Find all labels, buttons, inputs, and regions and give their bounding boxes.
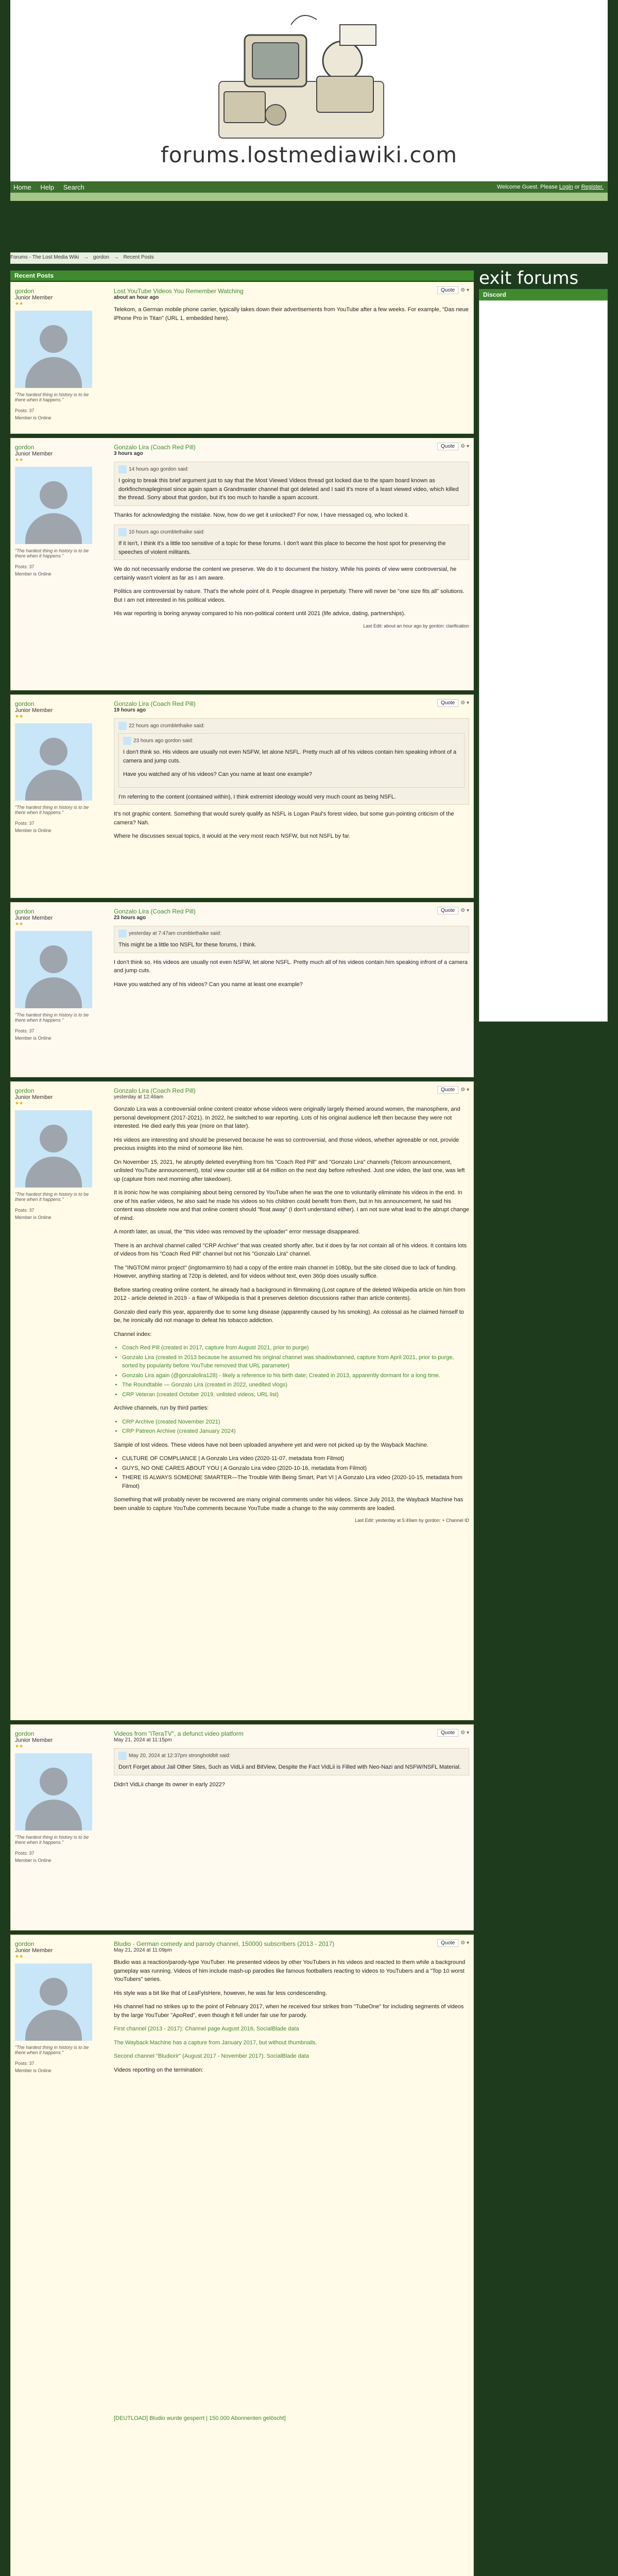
author-username[interactable]: gordon <box>15 1730 35 1737</box>
post-title[interactable]: Gonzalo Lira (Coach Red Pill) <box>114 700 196 707</box>
post <box>10 1081 474 1720</box>
author-rank: Junior Member <box>15 1947 53 1954</box>
gear-icon[interactable]: ⚙ ▾ <box>460 444 469 449</box>
list-item[interactable]: • Coach Red Pill (created in 2017, capture from August 2021, prior to purge) <box>122 1344 469 1352</box>
nav-search-link[interactable]: Search <box>63 183 84 191</box>
author-signature: "The hardest thing in history is to be there when it happens." <box>15 2045 89 2055</box>
rank-stars: ★★ <box>15 714 24 719</box>
post-title[interactable]: Gonzalo Lira (Coach Red Pill) <box>114 1087 196 1094</box>
list-item[interactable]: • Gonzalo Lira again (@gonzalolira128) - likely a reference to his birth date; Created in 2013, apparently dormant for a long time. <box>122 1371 469 1380</box>
avatar <box>15 931 92 1008</box>
quote-block <box>114 462 469 506</box>
quote-text: If it isn't, I think it's a little too sensitive of a topic for these forums. I don't want this place to become the host spot for preserving the speeches of violent militants. <box>118 540 446 555</box>
channel-list <box>122 1344 469 1399</box>
post-body <box>114 1087 469 1523</box>
quote-text: Have you watched any of his videos? Can you name at least one example? <box>123 771 312 777</box>
breadcrumb-separator: → <box>113 255 119 260</box>
author-signature: "The hardest thing in history is to be there when it happens." <box>15 1835 89 1845</box>
quote-block <box>114 718 469 805</box>
sample-heading: Sample of lost videos. These videos have not been uploaded anywhere yet and were not picked up by the Wayback Machine. <box>114 1442 428 1448</box>
author-rank: Junior Member <box>15 1737 53 1743</box>
post <box>10 694 474 898</box>
rank-stars: ★★ <box>15 1954 24 1959</box>
author-post-count: Posts: 37 <box>15 1208 35 1213</box>
site-header <box>10 0 608 181</box>
gear-icon[interactable]: ⚙ ▾ <box>460 908 469 913</box>
quote-block <box>114 1748 469 1775</box>
channel-index-heading: Channel index: <box>114 1331 152 1337</box>
avatar <box>15 1753 92 1831</box>
quote-header[interactable]: 22 hours ago crumblethaike said: <box>129 723 205 729</box>
list-item[interactable]: • Gonzalo Lira (created in 2013 because he assumed his original channel was shadowbanned, capture from April 2021, prior to purge, sorted by popularity before YouTube removed that URL parameter) <box>122 1353 469 1370</box>
gear-icon[interactable]: ⚙ ▾ <box>460 1940 469 1946</box>
post-paragraph: On November 15, 2021, he abruptly deleted everything from his "Coach Red Pill" and "Gonzalo Lira" channels (Telcom announcement, unlisted YouTube announcement), total view counter still at 64 million on the next day before refreshed. Just one video, the last one, was left up (capture from next morning after takedown). <box>114 1159 465 1182</box>
quote-text: I going to break this brief argument just to say that the Most Viewed Videos thread got locked due to the spam board known as dorkfinchmapleginsel since again spam a Grandmaster channel that got deleted and I said it's more of a least viewed video, which killed the thread. Sorry about that gordon, but it's too much to handle a spam account. <box>118 478 459 501</box>
post <box>10 282 474 434</box>
embedded-video-title[interactable]: [DEUTLOAD] Bludio wurde gesperrt | 150.000 Abonnenten gelöscht] <box>114 2415 286 2421</box>
post-paragraph: Gonzalo died early this year, apparently due to some lung disease (apparently caused by his smoking). As colossal as he claimed himself to be, he ironically did not manage to defeat his tobacco addiction. <box>114 1309 464 1324</box>
author-username[interactable]: gordon <box>15 908 35 915</box>
edit-note: Last Edit: yesterday at 5:49am by gordon: + Channel ID <box>355 1518 469 1523</box>
list-item: • CULTURE OF COMPLIANCE | A Gonzalo Lira video (2020-11-07, metadata from Filmot) <box>122 1454 469 1463</box>
rank-stars: ★★ <box>15 457 24 462</box>
quote-header[interactable]: 10 hours ago crumblethaike said: <box>129 529 205 535</box>
post-paragraph: There is an archival channel called "CRP Archive" that was created shortly after, but it does by far not contain all of his videos. It contains lots of videos from his "Coach Red Pill" channel but not his "Gonzalo Lira" channel. <box>114 1242 467 1257</box>
list-item: • GUYS, NO ONE CARES ABOUT YOU | A Gonzalo Lira video (2020-10-16, metadata from Filmot) <box>122 1464 469 1473</box>
post-title[interactable]: Videos from "iTeraTV", a defunct video platform <box>114 1730 244 1737</box>
author-post-count: Posts: 37 <box>15 1028 35 1033</box>
post-body <box>114 908 469 994</box>
post-paragraph: Politics are controversial by nature. That's the whole point of it. People disagree in perpetuity. There will never be "one size fits all" solutions. But I am not interested in his political videos. <box>114 588 465 603</box>
post-paragraph: I don't think so. His videos are usually not even NSFW, let alone NSFL. Pretty much all of his videos contain him speaking infront of a camera and jump cuts. <box>114 959 468 974</box>
author-post-count: Posts: 37 <box>15 564 35 569</box>
author-username[interactable]: gordon <box>15 287 35 295</box>
quote-header[interactable]: yesterday at 7:47am crumblethaike said: <box>129 930 221 937</box>
post-title[interactable]: Bludio - German comedy and parody channel, 150000 subscribers (2013 - 2017) <box>114 1940 335 1947</box>
quote-button[interactable]: Quote <box>437 907 458 914</box>
author-post-count: Posts: 37 <box>15 821 35 826</box>
quote-button[interactable]: Quote <box>437 1086 458 1094</box>
post-date: yesterday at 12:46am <box>114 1094 164 1100</box>
post-paragraph: It's not graphic content. Something that would surely qualify as NSFL is Logan Paul's forest video, but some gun-pointing criticism of the camera? Nah. <box>114 811 454 826</box>
post-author <box>15 1730 108 1864</box>
author-username[interactable]: gordon <box>15 444 35 451</box>
author-signature: "The hardest thing in history is to be there when it happens." <box>15 548 89 558</box>
nav-home-link[interactable]: Home <box>13 183 31 191</box>
post-author <box>15 287 108 421</box>
author-rank: Junior Member <box>15 451 53 457</box>
post-paragraph: Gonzalo Lira was a controversial online content creator whose videos were originally largely themed around women, the manosphere, and personal development (2017-2021). In 2022, he switched to war reporting. Lots of his original audience left then because they were not interested. He died early this year (more on that later). <box>114 1106 460 1129</box>
rank-stars: ★★ <box>15 921 24 926</box>
author-signature: "The hardest thing in history is to be there when it happens." <box>15 1192 89 1202</box>
quote-button[interactable]: Quote <box>437 1729 458 1737</box>
rank-stars: ★★ <box>15 1100 24 1106</box>
site-name[interactable]: forums.lostmediawiki.com <box>160 142 458 167</box>
author-rank: Junior Member <box>15 295 53 301</box>
author-status: Member is Online <box>15 415 52 420</box>
list-item[interactable]: • CRP Archive (created November 2021) <box>122 1418 469 1427</box>
author-status: Member is Online <box>15 1857 52 1863</box>
post-paragraph: Have you watched any of his videos? Can you name at least one example? <box>114 981 303 988</box>
breadcrumb-user[interactable]: gordon <box>93 255 109 260</box>
author-signature: "The hardest thing in history is to be there when it happens." <box>15 392 89 402</box>
login-link[interactable]: Login <box>559 184 573 190</box>
register-link[interactable]: Register. <box>581 184 604 190</box>
list-item: • THERE IS ALWAYS SOMEONE SMARTER—The Trouble With Being Smart, Part VI | A Gonzalo Lira video (2020-10-15, metadata from Filmot) <box>122 1473 469 1490</box>
logo-illustration <box>214 4 389 143</box>
post <box>10 438 474 690</box>
exit-forums-link[interactable]: exit forums <box>479 268 579 289</box>
post-paragraph: Where he discusses sexual topics, it would at the very most reach NSFW, but not NSFL by far. <box>114 833 351 839</box>
post-body <box>114 700 469 846</box>
breadcrumb-separator: → <box>83 255 89 260</box>
post-paragraph: His style was a bit like that of LeaFyIsHere, however, he was far less condescending. <box>114 1990 327 1996</box>
post-paragraph: We do not necessarily endorse the content we preserve. We do it to document the history. While his points of view were controversial, he certainly wasn't violent as far as I am aware. <box>114 566 457 581</box>
rank-stars: ★★ <box>15 301 24 306</box>
avatar <box>15 311 92 388</box>
author-signature: "The hardest thing in history is to be there when it happens." <box>15 805 89 815</box>
post-paragraph: His war reporting is boring anyway compared to his non-political content until 2021 (life advice, dating, partnerships). <box>114 611 406 617</box>
quote-header[interactable]: 14 hours ago gordon said: <box>129 466 189 472</box>
post-paragraph: Thanks for acknowledging the mistake. Now, how do we get it unlocked? For now, I have messaged cq, who locked it. <box>114 512 409 518</box>
author-post-count: Posts: 37 <box>15 408 35 413</box>
post <box>10 1935 474 2576</box>
post-author <box>15 700 108 834</box>
post-title[interactable]: Gonzalo Lira (Coach Red Pill) <box>114 444 196 451</box>
list-item[interactable]: • CRP Patreon Archive (created January 2024) <box>122 1427 469 1436</box>
breadcrumb <box>10 255 157 260</box>
author-status: Member is Online <box>15 1214 52 1220</box>
author-username[interactable]: gordon <box>15 700 35 707</box>
post-body <box>114 287 469 328</box>
post-paragraph: Telekom, a German mobile phone carrier, typically takes down their advertisements from YouTube after a few weeks. For example, "Das neue iPhone Pro in Titan" (URL 1, embedded here). <box>114 307 469 321</box>
post-paragraph[interactable]: First channel (2013 - 2017): Channel page August 2016, SocialBlade data <box>114 2026 299 2032</box>
breadcrumb-forums[interactable]: Forums - The Lost Media Wiki <box>10 255 79 260</box>
quote-header[interactable]: May 20, 2024 at 12:37pm strongholdblt said: <box>129 1753 231 1759</box>
post-paragraph: Bludio was a reaction/parody-type YouTuber. He presented videos by other YouTubers in his videos and reacted to them while a background gameplay was running. Videos of him include mash-up parodies like famous footballers reacting to videos to YouTubers and a "Top 10 worst YouTubers" series. <box>114 1959 466 1982</box>
nav-help-link[interactable]: Help <box>40 183 55 191</box>
sample-list <box>122 1454 469 1490</box>
list-item[interactable]: • CRP Veteran (created October 2019, unlisted videos, URL list) <box>122 1391 469 1399</box>
list-item[interactable]: • The Roundtable — Gonzalo Lira (created in 2022, unedited vlogs) <box>122 1381 469 1389</box>
quote-text: This might be a little too NSFL for these forums, I think. <box>118 942 256 948</box>
rank-stars: ★★ <box>15 1743 24 1749</box>
gear-icon[interactable]: ⚙ ▾ <box>460 1730 469 1736</box>
quote-block <box>114 524 469 560</box>
or-text: or <box>574 184 580 190</box>
post-date: May 21, 2024 at 11:15pm <box>114 1737 172 1743</box>
quote-text: I'm referring to the content (contained within), I think extremist ideology would very much count as being NSFL. <box>118 793 396 800</box>
main-navbar <box>10 181 608 193</box>
author-post-count: Posts: 37 <box>15 1851 35 1856</box>
section-title: Recent Posts <box>10 270 474 281</box>
post-paragraph: His videos are interesting and should be preserved because he was so controversial, and those videos, whether agreeable or not, provide precious insights into the mind of someone like him. <box>114 1137 459 1151</box>
avatar <box>15 467 92 544</box>
avatar <box>15 1963 92 2041</box>
author-rank: Junior Member <box>15 915 53 921</box>
quote-header[interactable]: 23 hours ago gordon said: <box>133 738 194 744</box>
post-paragraph: Before starting creating online content, he already had a background in filmmaking (Lost capture of the deleted Wikipedia article on him from 2012 - article deleted in 2019 - a flaw of Wikipedia is that it preserves deletion discussions rather than article contents). <box>114 1286 466 1301</box>
post-author <box>15 908 108 1042</box>
post-date: 23 hours ago <box>114 915 146 921</box>
post-paragraph: The "INGTOM mirror project" (ingtomarmirro b) had a copy of the entire main channel in 1080p, but the site closed due to lack of funding. However, anything starting at 720p is deleted, and for videos without text, even 360p does usually suffice. <box>114 1264 457 1279</box>
post-body <box>114 1730 469 1794</box>
post-paragraph[interactable]: Second channel "Bludiorir" (August 2017 - November 2017): SocialBlade data <box>114 2053 309 2059</box>
post-paragraph: Something that will probably never be recovered are many original comments under his videos. Since July 2013, the Wayback Machine has been unable to capture YouTube comments because YouTube made a change to the way comments are loaded. <box>114 1497 464 1512</box>
gear-icon[interactable]: ⚙ ▾ <box>460 287 469 293</box>
gear-icon[interactable]: ⚙ ▾ <box>460 1087 469 1093</box>
quote-button[interactable]: Quote <box>437 1939 458 1947</box>
author-post-count: Posts: 37 <box>15 2061 35 2066</box>
gear-icon[interactable]: ⚙ ▾ <box>460 700 469 706</box>
author-status: Member is Online <box>15 1035 52 1041</box>
archive-list <box>122 1418 469 1436</box>
welcome-text: Welcome Guest. Please <box>496 184 558 190</box>
quote-button[interactable]: Quote <box>437 443 458 450</box>
post-paragraph[interactable]: The Wayback Machine has a capture from January 2017, but without thumbnails. <box>114 2039 317 2046</box>
post-author <box>15 1940 108 2074</box>
archive-heading: Archive channels, run by third parties: <box>114 1405 209 1411</box>
author-username[interactable]: gordon <box>15 1087 35 1094</box>
breadcrumb-current: Recent Posts <box>123 255 154 260</box>
post <box>10 902 474 1077</box>
post <box>10 1724 474 1930</box>
edit-note: Last Edit: about an hour ago by gordon: clarification <box>363 623 469 629</box>
quote-text: Don't Forget about Jail Other Sites, Such as VidLii and BitView, Despite the Fact VidLii is Filled with Neo-Nazi and NSFW/NSFL Material. <box>118 1764 461 1770</box>
post-paragraph: His channel had no strikes up to the point of February 2017, when he received four strikes from "TubeOne" for including segments of videos by the large YouTuber "ApoRed", even though it fell under fair use for parody. <box>114 2004 464 2019</box>
post-body <box>114 1940 469 2576</box>
discord-panel <box>479 300 608 1022</box>
quote-button[interactable]: Quote <box>437 699 458 707</box>
discord-panel-title: Discord <box>479 289 608 300</box>
welcome-message <box>497 184 604 190</box>
author-signature: "The hardest thing in history is to be there when it happens." <box>15 1012 89 1023</box>
post-paragraph: A month later, as usual, the "this video was removed by the uploader" error message disappeared. <box>114 1229 360 1235</box>
post-paragraph: Videos reporting on the termination: <box>114 2066 204 2073</box>
post-date: 19 hours ago <box>114 707 146 713</box>
post-author <box>15 1087 108 1221</box>
post-title[interactable]: Gonzalo Lira (Coach Red Pill) <box>114 908 196 915</box>
sub-navbar <box>10 193 608 201</box>
quote-block <box>114 926 469 953</box>
post-date: 3 hours ago <box>114 451 143 456</box>
quote-button[interactable]: Quote <box>437 286 458 294</box>
author-username[interactable]: gordon <box>15 1940 35 1947</box>
nested-quote-block <box>118 733 465 788</box>
avatar <box>15 723 92 801</box>
author-rank: Junior Member <box>15 1094 53 1100</box>
author-status: Member is Online <box>15 827 52 833</box>
post-paragraph: Didn't VidLii change its owner in early 2022? <box>114 1781 225 1788</box>
post-date: May 21, 2024 at 11:09pm <box>114 1947 172 1953</box>
post-title[interactable]: Lost YouTube Videos You Remember Watching <box>114 287 244 295</box>
post-body <box>114 444 469 629</box>
quote-text: I don't think so. His videos are usually not even NSFW, let alone NSFL. Pretty much all of his videos contain him speaking infront of a camera and jump cuts. <box>123 749 457 764</box>
post-author <box>15 444 108 578</box>
author-rank: Junior Member <box>15 707 53 714</box>
author-status: Member is Online <box>15 2067 52 2073</box>
author-status: Member is Online <box>15 571 52 577</box>
post-paragraph: It is ironic how he was complaining about being censored by YouTube when he was the one to voluntarily eliminate his videos in the end. In one of his earlier videos, he also said he made his videos so his children could benefit from them, but in his announcement, he said his content was obsolete now and that online content should "float away" (I don't understand either). I am not sure what lead to the abrupt change of mind. <box>114 1190 469 1222</box>
avatar <box>15 1110 92 1188</box>
post-date: about an hour ago <box>114 295 159 300</box>
